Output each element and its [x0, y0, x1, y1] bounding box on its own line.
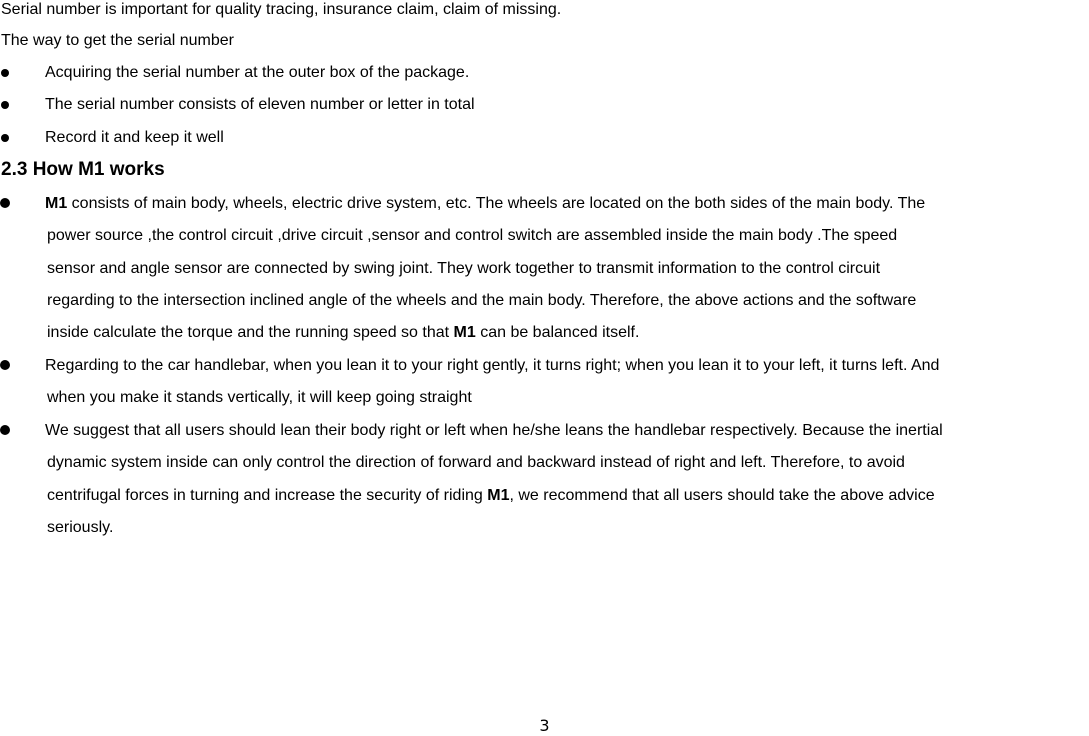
- paragraph-3-line-3: [47, 486, 935, 506]
- paragraph-3-text: centrifugal forces in turning and increase the security of riding: [47, 487, 488, 504]
- model-name: M1: [45, 195, 68, 212]
- intro-line-1: Serial number is important for quality tracing, insurance claim, claim of missing.: [1, 1, 562, 18]
- model-name: M1: [453, 324, 476, 341]
- paragraph-2-line-2: when you make it stands vertically, it will keep going straight: [47, 389, 472, 406]
- paragraph-1-line-1: [45, 194, 925, 214]
- list-item-text: Record it and keep it well: [45, 129, 224, 146]
- page-number: 3: [539, 716, 550, 735]
- list-item-text: Acquiring the serial number at the outer box of the package.: [45, 64, 470, 81]
- paragraph-3-text: , we recommend that all users should take the above advice: [509, 487, 935, 504]
- paragraph-1-text: can be balanced itself.: [475, 324, 640, 341]
- bullet-dot-icon: [0, 198, 10, 208]
- intro-line-2: The way to get the serial number: [1, 32, 235, 49]
- paragraph-1-text: inside calculate the torque and the running speed so that: [47, 324, 454, 341]
- paragraph-1-line-3: sensor and angle sensor are connected by swing joint. They work together to transmit information to the control circuit: [47, 260, 881, 277]
- section-heading: 2.3 How M1 works: [1, 159, 165, 180]
- paragraph-1-line-5: [47, 323, 639, 343]
- bullet-dot-icon: [1, 69, 9, 77]
- model-name: M1: [487, 487, 510, 504]
- bullet-dot-icon: [0, 360, 10, 370]
- bullet-dot-icon: [1, 134, 9, 142]
- list-item-text: The serial number consists of eleven number or letter in total: [45, 96, 475, 113]
- paragraph-3-line-4: seriously.: [47, 519, 114, 536]
- paragraph-2-line-1: Regarding to the car handlebar, when you lean it to your right gently, it turns right; when you lean it to your left, it turns left. And: [45, 357, 940, 374]
- paragraph-3-line-1: We suggest that all users should lean their body right or left when he/she leans the handlebar respectively. Because the inertial: [45, 422, 943, 439]
- paragraph-1-line-4: regarding to the intersection inclined angle of the wheels and the main body. Therefore, the above actions and the software: [47, 292, 917, 309]
- paragraph-3-line-2: dynamic system inside can only control the direction of forward and backward instead of right and left. Therefore, to avoid: [47, 454, 905, 471]
- bullet-dot-icon: [0, 425, 10, 435]
- paragraph-1-text: consists of main body, wheels, electric drive system, etc. The wheels are located on the both sides of the main body. The: [67, 195, 926, 212]
- paragraph-1-line-2: power source ,the control circuit ,drive circuit ,sensor and control switch are assembled inside the main body .The speed: [47, 227, 898, 244]
- bullet-dot-icon: [1, 101, 9, 109]
